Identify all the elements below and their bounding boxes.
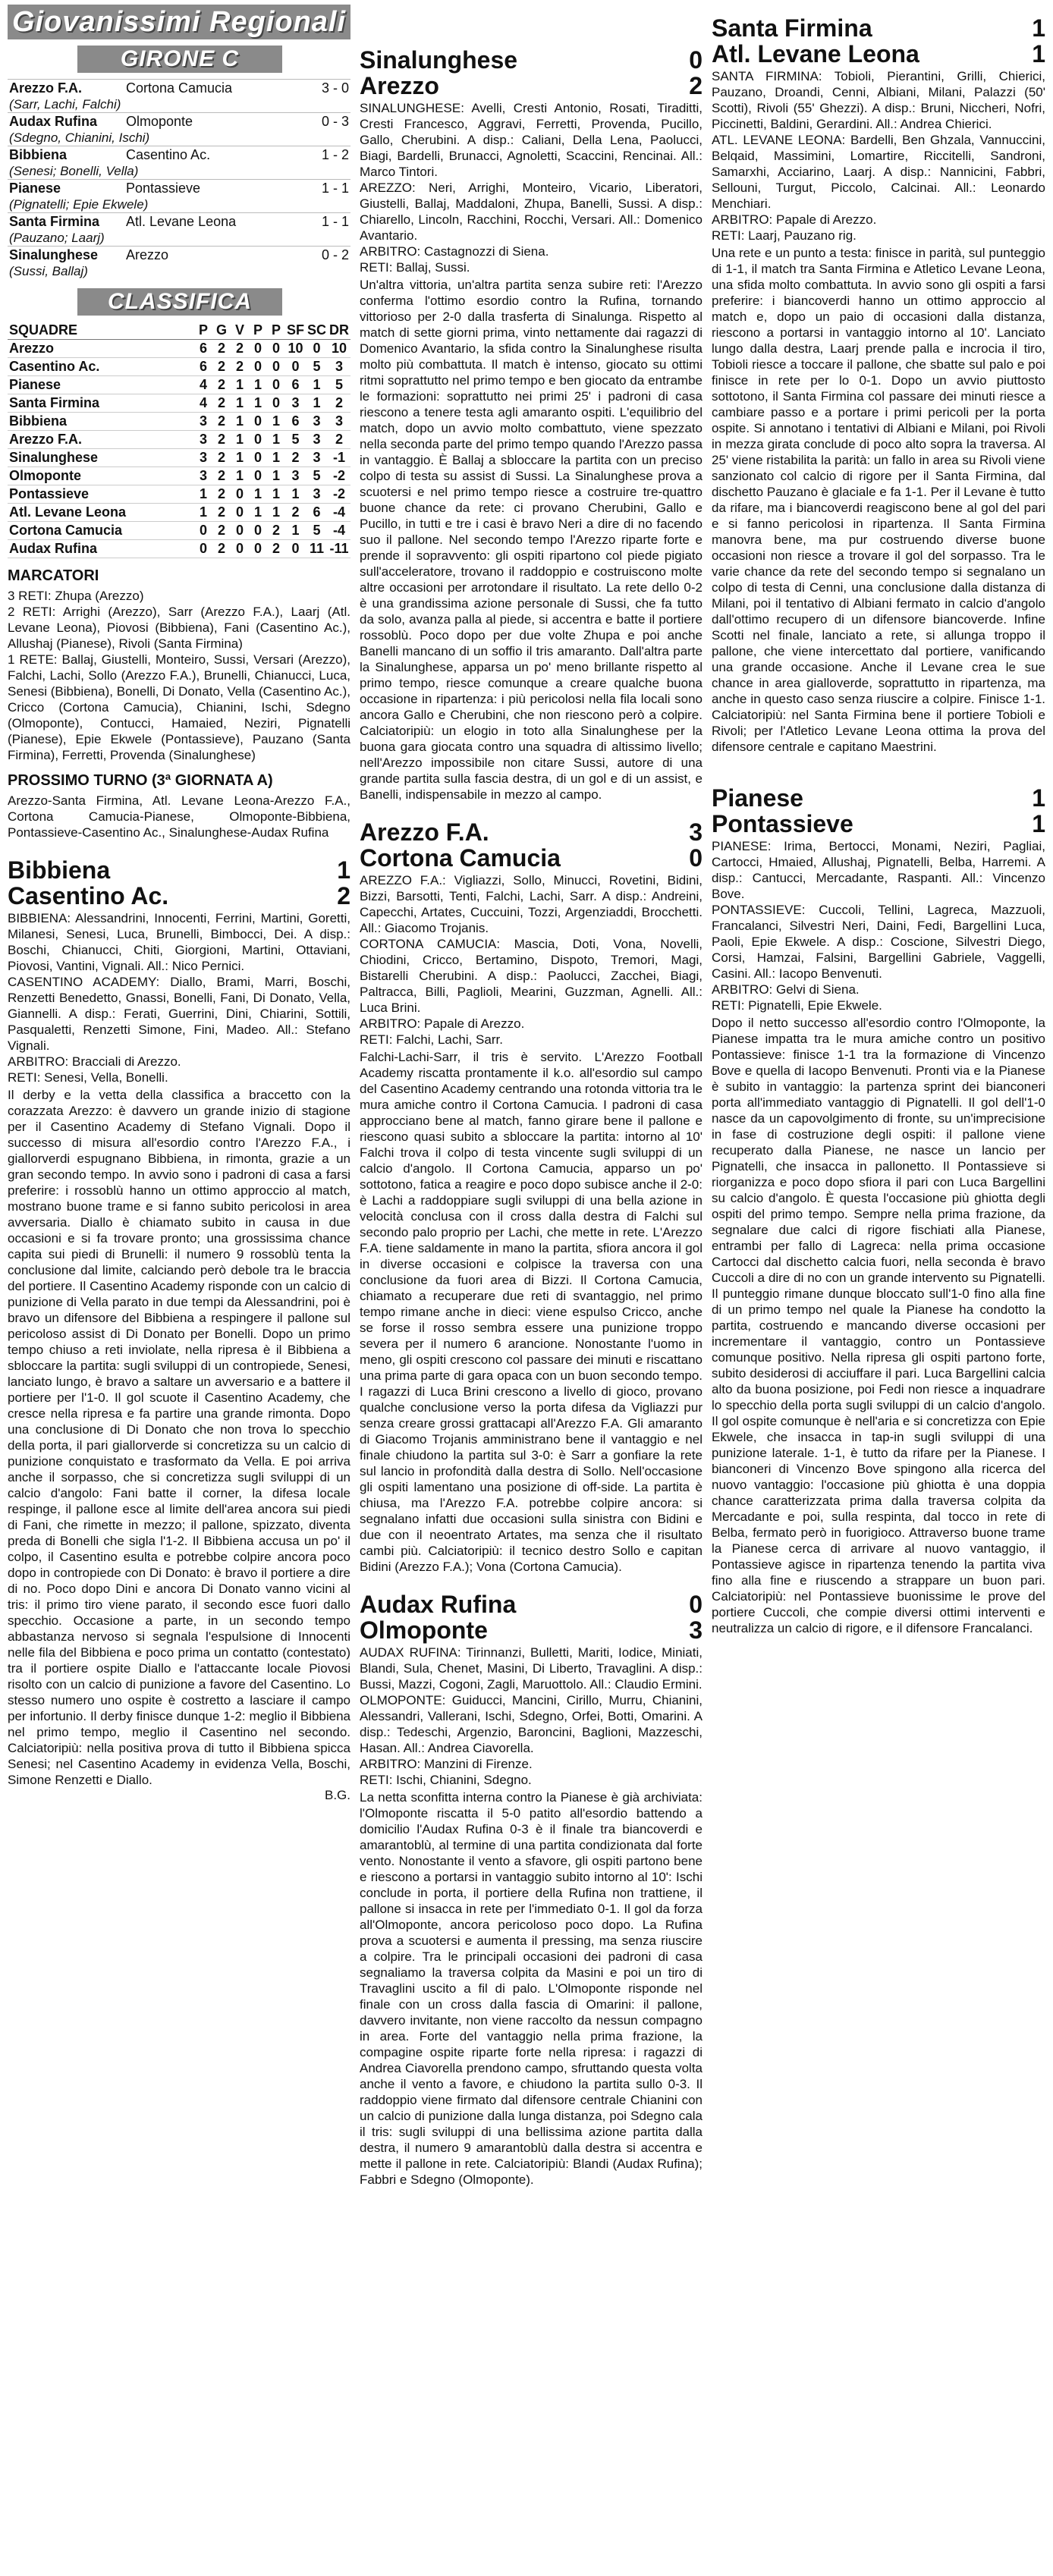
standings-value: 5 bbox=[328, 376, 350, 394]
standings-value: 2 bbox=[212, 431, 231, 449]
marcatori-title: MARCATORI bbox=[8, 567, 99, 584]
standings-value: 11 bbox=[306, 540, 328, 558]
match-audax-olmoponte bbox=[360, 1591, 703, 2188]
standings-value: 5 bbox=[285, 431, 306, 449]
standings-value: 1 bbox=[267, 431, 285, 449]
standings-team: Sinalunghese bbox=[8, 449, 194, 467]
standings-row bbox=[8, 540, 350, 558]
home-team: Sinalunghese bbox=[360, 46, 518, 74]
standings-value: 0 bbox=[231, 485, 249, 504]
standings-value: 0 bbox=[249, 431, 267, 449]
standings-value: 2 bbox=[212, 413, 231, 431]
home-score: 1 bbox=[1032, 784, 1045, 812]
standings-value: 3 bbox=[306, 485, 328, 504]
girone-banner: GIRONE C bbox=[77, 46, 282, 73]
standings-value: 2 bbox=[212, 449, 231, 467]
prossimo-turno-text: Arezzo-Santa Firmina, Atl. Levane Leona-Arezzo F.A., Cortona Camucia-Pianese, Olmoponte-Bibbiena, Pontassieve-Casentino Ac., Sinalunghese-Audax Rufina bbox=[8, 793, 350, 840]
away-team: Casentino Ac. bbox=[8, 882, 169, 909]
result-scorers: (Sdegno, Chianini, Ischi) bbox=[9, 130, 150, 145]
standings-value: 2 bbox=[212, 358, 231, 376]
standings-value: 1 bbox=[249, 376, 267, 394]
match-header bbox=[8, 883, 350, 909]
standings-team: Audax Rufina bbox=[8, 540, 194, 558]
results-table bbox=[8, 79, 350, 279]
standings-value: 3 bbox=[306, 431, 328, 449]
standings-team: Pontassieve bbox=[8, 485, 194, 504]
standings-value: 1 bbox=[267, 485, 285, 504]
standings-value: 2 bbox=[212, 394, 231, 413]
standings-value: 1 bbox=[194, 485, 212, 504]
home-team: Bibbiena bbox=[8, 856, 111, 884]
standings-row bbox=[8, 467, 350, 485]
result-scorers: (Pignatelli; Epie Ekwele) bbox=[9, 197, 149, 212]
standings-value: 3 bbox=[285, 394, 306, 413]
result-scorers: (Sussi, Ballaj) bbox=[9, 264, 88, 278]
away-score: 0 bbox=[689, 844, 703, 872]
standings-value: 0 bbox=[249, 540, 267, 558]
standings-value: 3 bbox=[194, 449, 212, 467]
standings-value: 0 bbox=[249, 340, 267, 358]
standings-value: 2 bbox=[231, 358, 249, 376]
standings-row bbox=[8, 504, 350, 522]
standings-value: 1 bbox=[267, 413, 285, 431]
standings-value: 2 bbox=[267, 540, 285, 558]
match-report: Un'altra vittoria, un'altra partita senza subire reti: l'Arezzo conferma l'ottimo esordio contro la Rufina, tornando vittorioso per 2-0 dalla trasferta di Sinalunga. Rispetto al match di sette giorni prima, vinto nettamente dai ragazzi di Domenico Avantario, la sfida contro la Sinalunghese risulta molto più combattuta. Il match è intenso, giocato su ottimi ritmi soprattutto nel primo tempo e ben giocato da entrambe le formazioni: soprattutto nei primi 25' i padroni di casa riescono a tenere testa agli amaranto ospiti. L'equilibrio del match, dopo un avvio molto combattuto, viene spezzato nella seconda parte del primo tempo quando l'Arezzo passa in vantaggio. È Ballaj a sbloccare la partita con un preciso colpo di testa su assist di Sussi. La Sinalunghese prova a scuotersi e nel primo tempo riesce a costruire tre-quattro buone chance da rete: ci provano Cherubini, Gallo e Pucillo, in tutti e tre i casi è bravo Neri a dire di no facendo suo il pallone. Nel secondo tempo l'Arezzo riparte forte e prende il sopravvento: gli ospiti ripartono col piede pigiato sull'acceleratore, trovano il raddoppio e costruiscono molte altre occasioni per arrotondare il risultato. La rete dello 0-2 è una grandissima azione personale di Sussi, che fa tutto da solo, avanza palla al piede, si accentra e batte il portiere rossoblù. Poco dopo per due volte Zhupa e poi anche Banelli mancano di un soffio il tris amaranto. Dall'altra parte la Sinalunghese, apparsa un po' meno brillante rispetto al primo tempo, riesce comunque a creare qualche buona occasione in ripartenza: i più pericolosi nella fila locali sono ancora Gallo e Cherubini, che non riescono però a colpire. Calciatoripiù: un elogio in toto alla Sinalunghese per la buona gara giocata contro una squadra di altissimo livello; nell'Arezzo impossibile non citare Sussi, autore di una grande partita sulla fascia destra, di un gol e di un assist, e Banelli, indispensabile in mezzo al campo. bbox=[360, 278, 703, 802]
standings-value: 3 bbox=[306, 413, 328, 431]
result-row bbox=[8, 80, 350, 98]
result-away-team: Cortona Camucia bbox=[124, 80, 302, 98]
match-report: Falchi-Lachi-Sarr, il tris è servito. L'Arezzo Football Academy riscatta prontamente il k.o. all'esordio sul campo del Casentino Academy centrando una rotonda vittoria tra le mura amiche contro il Cortona Camucia. I padroni di casa approcciano bene al match, fanno girare bene il pallone e riescono quasi subito a sbloccare la partita: intorno al 10' Falchi trova il colpo di testa vincente sugli sviluppi di un calcio d'angolo. Il Cortona Camucia, apparso un po' sottotono, fatica a reagire e poco dopo subisce anche il 2-0: è Lachi a raddoppiare sugli sviluppi di una bella azione in velocità conclusa con il cross dalla destra di Falchi sul secondo palo proprio per Lachi, che mette in rete. L'Arezzo F.A. tiene saldamente in mano la partita, sfiora ancora il gol in diverse occasioni e colpisce la traversa con una conclusione da fuori area di Bizzi. Il Cortona Camucia, chiamato a recuperare due reti di svantaggio, nel primo tempo rimane anche in dieci: viene espulso Cricco, anche se forse il rosso sembra essere una punizione troppo severa per il numero 6 arancione. Nonostante l'uomo in meno, gli ospiti crescono col passare dei minuti e riscattano una prima parte di gara opaca con un buon secondo tempo. I ragazzi di Luca Brini crescono a livello di gioco, provano qualche conclusione verso la porta difesa da Vigliazzi pur senza creare grossi grattacapi all'Arezzo F.A. Gli amaranto di Giacomo Trojanis amministrano bene il vantaggio e nel finale chiudono la partita sul 3-0: è Sarr a gonfiare la rete sul lancio in profondità dalla destra di Sollo. Nell'occasione gli ospiti lamentano una posizione di off-side. La partita è chiusa, ma l'Arezzo F.A. potrebbe colpire ancora: si segnalano infatti due occasioni sulla sinistra con Bidini e due con il neoentrato Artates, ma senza che il risultato cambi più. Calciatoripiù: il tecnico destro Sollo e capitan Bidini (Arezzo F.A.); Vona (Cortona Camucia). bbox=[360, 1050, 703, 1574]
result-row bbox=[8, 213, 350, 231]
home-team: Santa Firmina bbox=[712, 14, 872, 42]
match-report: Dopo il netto successo all'esordio contro l'Olmoponte, la Pianese impatta tra le mura amiche contro un positivo Pontassieve: finisce 1-1 tra la formazione di Vincenzo Bove e quella di Iacopo Benvenuti. Pronti via e la Pianese è subito in vantaggio: la partenza sprint dei bianconeri porta all'immediato vantaggio di Pignatelli. Il gol dell'1-0 nasce da un capovolgimento di fronte, su un'imprecisione in fase di costruzione degli ospiti: il pallone viene recuperato dalla Pianese, ne nasce un lancio per Pignatelli, che insacca in pallonetto. Il Pontassieve si riorganizza e poco dopo sfiora il pari con Luca Bargellini su calcio d'angolo. È questa l'occasione più ghiotta degli ospiti del primo tempo. Sempre nella prima frazione, da segnalare due calci di rigore fischiati alla Pianese, entrambi per fallo di Lagreca: nella prima occasione Cartocci dal dischetto calcia fuori, nella seconda è bravo Cuccoli a dire di no con un grande intervento su Pignatelli. Il punteggio rimane dunque bloccato sull'1-0 fino alla fine di un primo tempo nel quale la Pianese ha condotto la partita, costruendo e mancando diverse occasioni per incrementare il vantaggio, contro un Pontassieve comunque positivo. Nella ripresa gli ospiti partono forte, subito desiderosi di acciuffare il pari. Luca Bargellini calcia alto da buona posizione, poi Fedi non riesce a inquadrare lo specchio della porta sugli sviluppi di un calcio d'angolo. Il gol ospite comunque è nell'aria e si concretizza con Epie Ekwele, che insacca in tap-in sugli sviluppi di una punizione laterale. 1-1, è tutto da rifare per la Pianese. I bianconeri di Vincenzo Bove spingono alla ricerca del nuovo vantaggio: l'occasione più ghiotta è una doppia chance caratterizzata prima dalla traversa colpita da Mercadante e poi, sulla respinta, dal tocco in rete di Belba, fermato però in fuorigioco. Attraverso buone trame la Pianese cerca di arrivare al nuovo vantaggio, il Pontassieve agisce in ripartenza tenendo la partita viva fino alla fine e riuscendo a strappare un buon pari. Calciatoripiù: nel Pontassieve buonissime le prove del portiere Cuccoli, che compie diversi ottimi interventi e neutralizza un calcio di rigore, e il difensore Francalanci. bbox=[712, 1016, 1045, 1635]
standings-value: 1 bbox=[306, 376, 328, 394]
result-scorers-row bbox=[8, 130, 350, 146]
away-score: 3 bbox=[689, 1616, 703, 1644]
match-bibbiena-casentino bbox=[8, 857, 350, 1803]
standings-value: 1 bbox=[285, 485, 306, 504]
result-score: 3 - 0 bbox=[302, 80, 350, 98]
standings-row bbox=[8, 522, 350, 540]
result-score: 0 - 2 bbox=[302, 247, 350, 265]
match-lineup: SINALUNGHESE: Avelli, Cresti Antonio, Rosati, Tiraditti, Cresti Francesco, Aggravi, Ferretti, Provenda, Pucillo, Gallo, Cherubini. A disp.: Caliani, Della Lena, Paolucci, Biagi, Bardelli, Brunacci, Agnoletti, Scaccini, Rencinai. All.: Marco Tintori. AREZZO: Neri, Arrighi, Monteiro, Vicario, Liberatori, Giustelli, Ballaj, Maddaloni, Zhupa, Banelli, Sussi. A disp.: Chiarello, Lincoln, Racchini, Rocchi, Versari. All.: Domenico Avantario. ARBITRO: Castagnozzi di Siena. RETI: Ballaj, Sussi. bbox=[360, 101, 703, 275]
standings-row bbox=[8, 413, 350, 431]
standings-value: 1 bbox=[267, 449, 285, 467]
standings-value: 2 bbox=[212, 467, 231, 485]
standings-value: 5 bbox=[306, 467, 328, 485]
standings-value: -2 bbox=[328, 485, 350, 504]
standings-value: 0 bbox=[306, 340, 328, 358]
standings-value: 2 bbox=[212, 376, 231, 394]
standings-value: 1 bbox=[267, 504, 285, 522]
home-team: Pianese bbox=[712, 784, 803, 812]
away-team: Atl. Levane Leona bbox=[712, 40, 919, 68]
standings-value: 1 bbox=[231, 394, 249, 413]
result-score: 1 - 1 bbox=[302, 180, 350, 198]
result-scorers-row bbox=[8, 231, 350, 247]
away-score: 2 bbox=[337, 882, 350, 909]
standings-value: 3 bbox=[285, 467, 306, 485]
standings-value: 4 bbox=[194, 376, 212, 394]
author-signature: B.G. bbox=[324, 1788, 350, 1802]
standings-value: 0 bbox=[249, 449, 267, 467]
match-header bbox=[712, 785, 1045, 811]
home-score: 0 bbox=[689, 46, 703, 74]
standings-value: 2 bbox=[212, 540, 231, 558]
result-home-team: Audax Rufina bbox=[8, 113, 124, 131]
standings-value: 2 bbox=[328, 431, 350, 449]
standings-value: -4 bbox=[328, 522, 350, 540]
match-lineup: PIANESE: Irima, Bertocci, Monami, Neziri, Pagliai, Cartocci, Hmaied, Allushaj, Pignatelli, Belba, Harremi. A disp.: Cantucci, Mercadante, Raspanti. All.: Vincenzo Bove. PONTASSIEVE: Cuccoli, Tellini, Lagreca, Mazzuoli, Francalanci, Silvestri Neri, Daini, Fedi, Bargellini Luca, Paoli, Epie Ekwele. A disp.: Coscione, Silvestri Diego, Corsi, Hamzai, Falsini, Bargellini Gabriele, Vaggelli, Casini. All.: Iacopo Benvenuti. ARBITRO: Gelvi di Siena. RETI: Pignatelli, Epie Ekwele. bbox=[712, 839, 1045, 1013]
result-row bbox=[8, 247, 350, 265]
standings-value: 5 bbox=[306, 358, 328, 376]
result-score: 0 - 3 bbox=[302, 113, 350, 131]
standings-header: SC bbox=[306, 322, 328, 340]
result-scorers: (Pauzano; Laarj) bbox=[9, 231, 105, 245]
result-home-team: Santa Firmina bbox=[8, 213, 124, 231]
standings-team: Olmoponte bbox=[8, 467, 194, 485]
standings-team: Casentino Ac. bbox=[8, 358, 194, 376]
away-score: 1 bbox=[1032, 40, 1045, 68]
match-lineup: AUDAX RUFINA: Tirinnanzi, Bulletti, Mariti, Iodice, Miniati, Blandi, Sula, Chenet, Masini, Di Liberto, Travaglini. A disp.: Bussi, Mazzi, Cogoni, Zagli, Maruottolo. All.: Claudio Ermini. OLMOPONTE: Guiducci, Mancini, Cirillo, Murru, Chianini, Alessandri, Vallerani, Ischi, Sdegno, Orfei, Botti, Omarini. A disp.: Tedeschi, Argenzio, Baroncini, Baglioni, Mazzeschi, Hasan. All.: Andrea Ciavorella. ARBITRO: Manzini di Firenze. RETI: Ischi, Chianini, Sdegno. bbox=[360, 1645, 703, 1787]
standings-value: 1 bbox=[249, 504, 267, 522]
home-score: 1 bbox=[1032, 14, 1045, 42]
standings-value: 3 bbox=[306, 449, 328, 467]
result-away-team: Pontassieve bbox=[124, 180, 302, 198]
result-scorers-row bbox=[8, 264, 350, 279]
standings-value: 1 bbox=[306, 394, 328, 413]
standings-value: 1 bbox=[231, 449, 249, 467]
match-header bbox=[360, 819, 703, 845]
standings-value: 2 bbox=[267, 522, 285, 540]
home-score: 1 bbox=[337, 856, 350, 884]
home-team: Audax Rufina bbox=[360, 1591, 517, 1618]
result-away-team: Atl. Levane Leona bbox=[124, 213, 302, 231]
standings-value: 1 bbox=[231, 376, 249, 394]
standings-value: 0 bbox=[285, 358, 306, 376]
standings-header: P bbox=[249, 322, 267, 340]
away-team: Arezzo bbox=[360, 72, 439, 99]
match-header bbox=[360, 1617, 703, 1643]
column-right bbox=[712, 15, 1045, 1636]
away-team: Pontassieve bbox=[712, 810, 853, 837]
standings-row bbox=[8, 431, 350, 449]
standings-team: Arezzo bbox=[8, 340, 194, 358]
standings-value: 0 bbox=[231, 522, 249, 540]
standings-value: 0 bbox=[231, 504, 249, 522]
standings-value: 1 bbox=[285, 522, 306, 540]
match-header bbox=[712, 41, 1045, 67]
standings-table bbox=[8, 322, 350, 558]
match-lineup: BIBBIENA: Alessandrini, Innocenti, Ferrini, Martini, Goretti, Milanesi, Senesi, Luca, Brunelli, Bimbocci, Dei. A disp.: Boschi, Chianucci, Chiti, Giorgioni, Martini, Ottaviani, Piovosi, Vantini, Vignali. All.: Nico Pernici. CASENTINO ACADEMY: Diallo, Brami, Marri, Boschi, Renzetti Benedetto, Gnassi, Bonelli, Fani, Di Donato, Vella, Giannelli. A disp.: Ferati, Guerrini, Dini, Chiarini, Sottili, Pasqualetti, Renzetti Simone, Fini, Madeo. All.: Stefano Vignali. ARBITRO: Bracciali di Arezzo. RETI: Senesi, Vella, Bonelli. bbox=[8, 911, 350, 1085]
standings-value: 2 bbox=[285, 449, 306, 467]
standings-header: V bbox=[231, 322, 249, 340]
result-scorers-row bbox=[8, 164, 350, 180]
standings-team: Arezzo F.A. bbox=[8, 431, 194, 449]
standings-value: -2 bbox=[328, 467, 350, 485]
standings-value: 2 bbox=[212, 504, 231, 522]
standings-team: Santa Firmina bbox=[8, 394, 194, 413]
standings-value: 1 bbox=[231, 413, 249, 431]
standings-value: 0 bbox=[194, 540, 212, 558]
standings-value: 0 bbox=[267, 340, 285, 358]
standings-header: G bbox=[212, 322, 231, 340]
match-header bbox=[8, 857, 350, 883]
prossimo-turno-title: PROSSIMO TURNO (3ª GIORNATA A) bbox=[8, 772, 273, 789]
standings-value: 6 bbox=[194, 358, 212, 376]
match-header bbox=[360, 845, 703, 871]
standings-value: 3 bbox=[194, 413, 212, 431]
match-santafirmina-levane bbox=[712, 15, 1045, 755]
match-arezzofa-cortona bbox=[360, 819, 703, 1575]
standings-value: 1 bbox=[267, 467, 285, 485]
match-header bbox=[360, 47, 703, 73]
standings-row bbox=[8, 358, 350, 376]
match-report: La netta sconfitta interna contro la Pianese è già archiviata: l'Olmoponte riscatta il 5-0 patito all'esordio battendo a domicilio l'Audax Rufina 0-3 è il finale tra biancoverdi e amarantoblù, al termine di una partita condizionata dal forte vento. Nonostante il vento a sfavore, gli ospiti partono bene e riescono a portarsi in vantaggio subito intorno al 10': Ischi conclude in porta, il portiere della Rufina non trattiene, il pallone si insacca in rete per l'immediato 0-1. Il gol da forza all'Olmoponte, ancora pericoloso poco dopo. La Rufina prova a scuotersi e aumenta il pressing, ma senza riuscire a colpire. Tra le principali occasioni dei padroni di casa segnaliamo la traversa colpita da Masini e poi un tiro di Travaglini uscito a fil di palo. L'Olmoponte risponde nel finale con un cross dalla fascia di Omarini: il pallone, davvero invitante, non viene raccolto da nessun compagno in area. Forte del vantaggio nella prima frazione, la compagine ospite riparte forte nella ripresa: i ragazzi di Andrea Ciavorella prendono campo, sfruttando questa volta anche il vento a favore, e chiudono la partita sullo 0-3. Il raddoppio viene firmato dal difensore centrale Chianini con un calcio di punizione dalla lunga distanza, poi Sdegno cala il tris: sugli sviluppi di una bellissima azione partita dalla destra, il numero 9 amarantoblù dalla destra si accentra e mette il pallone in rete. Calciatoripiù: Blandi (Audax Rufina); Fabbri e Sdegno (Olmoponte). bbox=[360, 1790, 703, 2187]
result-away-team: Olmoponte bbox=[124, 113, 302, 131]
standings-value: 6 bbox=[306, 504, 328, 522]
standings-value: 1 bbox=[231, 467, 249, 485]
away-team: Cortona Camucia bbox=[360, 844, 561, 872]
result-home-team: Arezzo F.A. bbox=[8, 80, 124, 98]
standings-value: 3 bbox=[328, 358, 350, 376]
standings-row bbox=[8, 449, 350, 467]
result-scorers-row bbox=[8, 197, 350, 213]
standings-row bbox=[8, 485, 350, 504]
result-scorers: (Senesi; Bonelli, Vella) bbox=[9, 164, 139, 178]
classifica-banner: CLASSIFICA bbox=[77, 288, 282, 316]
standings-value: -1 bbox=[328, 449, 350, 467]
standings-value: 4 bbox=[194, 394, 212, 413]
result-row bbox=[8, 180, 350, 198]
standings-value: 0 bbox=[267, 394, 285, 413]
standings-value: 0 bbox=[194, 522, 212, 540]
standings-value: 10 bbox=[285, 340, 306, 358]
match-header bbox=[360, 73, 703, 99]
home-team: Arezzo F.A. bbox=[360, 818, 489, 846]
standings-value: 0 bbox=[249, 522, 267, 540]
standings-value: 3 bbox=[194, 467, 212, 485]
result-score: 1 - 2 bbox=[302, 146, 350, 165]
standings-value: -4 bbox=[328, 504, 350, 522]
match-pianese-pontassieve bbox=[712, 785, 1045, 1636]
standings-value: 2 bbox=[231, 340, 249, 358]
standings-header: P bbox=[267, 322, 285, 340]
away-score: 2 bbox=[689, 72, 703, 99]
result-away-team: Casentino Ac. bbox=[124, 146, 302, 165]
match-lineup: SANTA FIRMINA: Tobioli, Pierantini, Grilli, Chierici, Pauzano, Droandi, Cenni, Albiani, Milani, Palazzi (50' Scotti), Rivoli (55' Ghezzi). A disp.: Bruni, Niccheri, Nofri, Piccinetti, Baldini, Gerardini. All.: Andrea Chierici. ATL. LEVANE LEONA: Bardelli, Ben Ghzala, Vannuccini, Belqaid, Massimini, Lomartire, Riccitelli, Sandroni, Samarxhi, Acciarino, Laarj. A disp.: Nannicini, Fabbri, Sellouni, Turgut, Piccolo, Calcinai. All.: Leonardo Menchiari. ARBITRO: Papale di Arezzo. RETI: Laarj, Pauzano rig. bbox=[712, 69, 1045, 243]
standings-value: 2 bbox=[212, 340, 231, 358]
result-scorers: (Sarr, Lachi, Falchi) bbox=[9, 97, 121, 112]
away-score: 1 bbox=[1032, 810, 1045, 837]
standings-value: 0 bbox=[231, 540, 249, 558]
result-home-team: Sinalunghese bbox=[8, 247, 124, 265]
result-row bbox=[8, 113, 350, 131]
section-banner: Giovanissimi Regionali bbox=[8, 5, 350, 39]
result-scorers-row bbox=[8, 97, 350, 113]
standings-value: 1 bbox=[194, 504, 212, 522]
standings-header: DR bbox=[328, 322, 350, 340]
match-report: Il derby e la vetta della classifica a braccetto con la corazzata Arezzo: è davvero un grande inizio di stagione per il Casentino Academy di Stefano Vignali. Dopo il successo di misura all'esordio contro l'Arezzo F.A., i giallorverdi espugnano Bibbiena, in rimonta, grazie a un gran secondo tempo. In avvio sono i padroni di casa a farsi preferire: i rossoblù hanno un ottimo approccio al match, mostrano buone trame e si fanno subito pericolosi in area avversaria. Diallo è chiamato subito in causa in due occasioni e si fa trovare pronto; una grossissima chance capita sui piedi di Brunelli: il numero 9 rossoblù tenta la conclusione dal limite, calciando però debole tra le braccia del portiere. Il Casentino Academy risponde con un calcio di punizione di Vella parato in due tempi da Alessandrini, poi è bravo un difensore del Bibbiena a respingere il pallone sul pericoloso assist di Di Donato per Bonelli. Dopo un primo tempo chiuso a reti inviolate, nella ripresa è il Bibbiena a sbloccare la partita: sugli sviluppi di un contropiede, Senesi, lanciato lungo, è bravo a saltare un avversario e a battere il portiere per l'1-0. Il gol scuote il Casentino Academy, che cresce nella ripresa e fa partire una grande rimonta. Dopo una conclusione di Di Donato che non trova lo specchio della porta, il pari giallorverde si concretizza su un calcio di punizione conquistato e trasformato da Vella. E poi arriva anche il sorpasso, che si concretizza sugli sviluppi di un calcio d'angolo: Fani batte il corner, la difesa locale respinge, il pallone esce al limite dell'area ancora sui piedi di Fani, che rimette in mezzo; il pallone, spizzato, diventa preda di Bonelli che sigla l'1-2. Il Bibbiena accusa un po' il colpo, il Casentino esulta e potrebbe colpire ancora poco dopo in contropiede con Di Donato: è bravo il portiere a dire di no. Poco dopo Dini e ancora Di Donato vanno vicini al tris: il primo tiro viene parato, il secondo esce fuori dallo specchio. Occasione a parte, in un secondo tempo abbastanza nervoso si segnala l'espulsione di Innocenti nelle fila del Bibbiena e poco prima un contatto (contestato) tra il portiere ospite Diallo e l'attaccante locale Piovosi risolto con un calcio di punizione a favore del Casentino. Lo stesso numero uno ospite è costretto a lasciare il campo per infortunio. Il derby finisce dunque 1-2: meglio il Bibbiena nel primo tempo, meglio il Casentino nel secondo. Calciatoripiù: nella positiva prova di tutto il Bibbiena spicca Senesi; nel Casentino Academy in evidenza Vella, Boschi, Simone Renzetti e Diallo. bbox=[8, 1088, 350, 1787]
standings-value: 5 bbox=[306, 522, 328, 540]
standings-value: 2 bbox=[328, 394, 350, 413]
standings-team: Bibbiena bbox=[8, 413, 194, 431]
standings-value: 1 bbox=[249, 485, 267, 504]
standings-value: 0 bbox=[285, 540, 306, 558]
match-header bbox=[360, 1591, 703, 1617]
result-home-team: Pianese bbox=[8, 180, 124, 198]
standings-row bbox=[8, 394, 350, 413]
result-score: 1 - 1 bbox=[302, 213, 350, 231]
home-score: 0 bbox=[689, 1591, 703, 1618]
result-row bbox=[8, 146, 350, 165]
standings-value: 10 bbox=[328, 340, 350, 358]
standings-value: 1 bbox=[249, 394, 267, 413]
result-home-team: Bibbiena bbox=[8, 146, 124, 165]
match-report: Una rete e un punto a testa: finisce in parità, sul punteggio di 1-1, il match tra Santa Firmina e Atletico Levane Leona, una sfida molto combattuta. In avvio sono gli ospiti a farsi preferire: i biancoverdi hanno un ottimo approccio al match e, dopo un paio di occasioni dalla distanza, riescono a portarsi in vantaggio intorno al 10'. Lanciato lungo dalla destra, Laarj prende palla e incrocia il tiro, Tobioli riesce a toccare il pallone, che sbatte sul palo e poi finisce in rete per lo 0-1. Dopo un avvio piuttosto sottotono, il Santa Firmina col passare dei minuti riesce a cambiare passo e a portare i primi pericoli per la porta ospite. Si annotano i tentativi di Albiani e Milani, poi Rivoli in mezza girata conclude di poco alto sopra la traversa. Al 25' viene ristabilita la parità: un fallo in area su Rivoli viene sanzionato col calcio di rigore per il Santa Firmina, dal dischetto Pauzano è glaciale e fa 1-1. Per il Levane è tutto da rifare, ma i biancoverdi reagiscono bene al gol del pari e si fanno pericolosi in ripartenza. Il Santa Firmina manovra bene, ma pur costruendo diverse buone occasioni non riesce a trovare il gol del sorpasso. Tra le varie chance da rete del secondo tempo si segnalano un colpo di testa di Cenni, una conclusione dalla distanza di Milani, poi il tentativo di Albiani fermato in calcio d'angolo dall'ottimo recupero di un difensore biancoverde. Infine Scotti nel finale, lanciato a rete, si allunga troppo il pallone, che viene intercettato dal portiere, vanificando una grande occasione. Anche il Levane crea le sue chance in area gialloverde, soprattutto in ripartenza, ma anche in questo caso senza riuscire a colpire. Finisce 1-1. Calciatoripiù: nel Santa Firmina bene il portiere Tobioli e Rivoli; per l'Atletico Levane Leona ottima la prova del difensore centrale e capitano Maestrini. bbox=[712, 246, 1045, 754]
match-header bbox=[712, 15, 1045, 41]
standings-value: 2 bbox=[212, 485, 231, 504]
standings-value: 2 bbox=[212, 522, 231, 540]
column-middle bbox=[360, 47, 703, 2188]
standings-value: -11 bbox=[328, 540, 350, 558]
standings-value: 1 bbox=[231, 431, 249, 449]
standings-header: SF bbox=[285, 322, 306, 340]
standings-value: 6 bbox=[285, 413, 306, 431]
standings-value: 0 bbox=[267, 376, 285, 394]
standings-value: 0 bbox=[249, 413, 267, 431]
match-header bbox=[712, 811, 1045, 837]
standings-value: 2 bbox=[285, 504, 306, 522]
standings-team: Cortona Camucia bbox=[8, 522, 194, 540]
standings-team: Pianese bbox=[8, 376, 194, 394]
standings-value: 0 bbox=[249, 358, 267, 376]
marcatori-text: 3 RETI: Zhupa (Arezzo) 2 RETI: Arrighi (Arezzo), Sarr (Arezzo F.A.), Laarj (Atl. Levane Leona), Piovosi (Bibbiena), Fani (Casentino Ac.), Allushaj (Pianese), Rivoli (Santa Firmina) 1 RETE: Ballaj, Giustelli, Monteiro, Sussi, Versari (Arezzo), Falchi, Lachi, Sollo (Arezzo F.A.), Brunelli, Chianucci, Luca, Senesi (Bibbiena), Bonelli, Di Donato, Vella (Casentino Ac.), Cricco (Cortona Camucia), Chianini, Ischi, Sdegno (Olmoponte), Contucci, Hamaied, Neziri, Pignatelli (Pianese), Epie Ekwele (Pontassieve), Pauzano (Santa Firmina), Ferretti, Provenda (Sinalunghese) bbox=[8, 589, 350, 762]
standings-value: 6 bbox=[285, 376, 306, 394]
home-score: 3 bbox=[689, 818, 703, 846]
result-away-team: Arezzo bbox=[124, 247, 302, 265]
standings-team: Atl. Levane Leona bbox=[8, 504, 194, 522]
standings-row bbox=[8, 376, 350, 394]
match-lineup: AREZZO F.A.: Vigliazzi, Sollo, Minucci, Rovetini, Bidini, Bizzi, Barsotti, Tenti, Falchi, Lachi, Sarr. A disp.: Andreini, Capecchi, Artates, Cuccuini, Tozzi, Argenziaddi, Brocchetti. All.: Giacomo Trojanis. CORTONA CAMUCIA: Mascia, Doti, Vona, Novelli, Chiodini, Cricco, Bertamino, Dispoto, Tremori, Magi, Bistarelli Cherubini. A disp.: Paolucci, Zacchei, Biagi, Paltracca, Billi, Paglioli, Mearini, Guzzman, Agnelli. All.: Luca Brini. ARBITRO: Papale di Arezzo. RETI: Falchi, Lachi, Sarr. bbox=[360, 873, 703, 1047]
standings-header: SQUADRE bbox=[8, 322, 194, 340]
column-left bbox=[8, 0, 350, 1803]
standings-row bbox=[8, 340, 350, 358]
standings-value: 0 bbox=[267, 358, 285, 376]
standings-header: P bbox=[194, 322, 212, 340]
standings-value: 6 bbox=[194, 340, 212, 358]
match-sinalunghese-arezzo bbox=[360, 47, 703, 803]
standings-value: 3 bbox=[194, 431, 212, 449]
standings-value: 3 bbox=[328, 413, 350, 431]
standings-value: 0 bbox=[249, 467, 267, 485]
away-team: Olmoponte bbox=[360, 1616, 488, 1644]
